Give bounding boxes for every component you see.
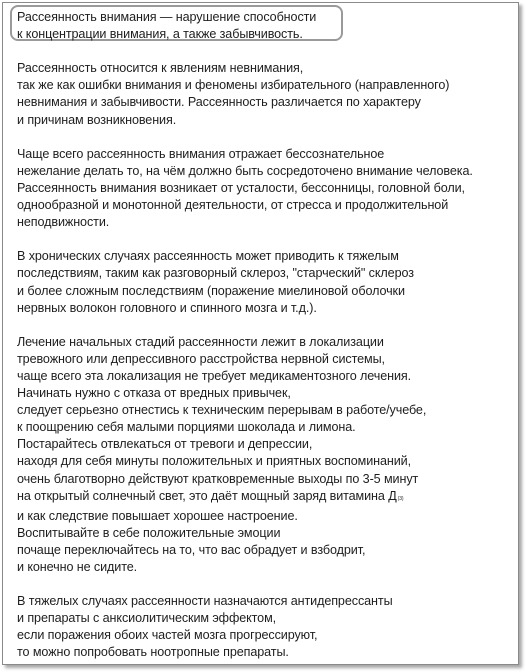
text-line: к поощрению себя малыми порциями шоколада и лимона.	[17, 420, 356, 435]
paragraph-consequences	[17, 248, 517, 316]
text-line: невнимания и забывчивости. Рассеянность различается по характеру	[17, 95, 421, 110]
text-line: Постарайтесь отвлекаться от тревоги и депрессии,	[17, 437, 313, 452]
paragraph-treatment	[17, 334, 517, 576]
text-line: Лечение начальных стадий рассеянности лежит в локализации	[17, 334, 384, 349]
text-line: и причинам возникновения.	[17, 112, 177, 127]
text-line: и препараты с анксиолитическим эффектом,	[17, 611, 277, 626]
text-line: В хронических случаях рассеянность может приводить к тяжелым	[17, 249, 399, 264]
text-line: если поражения обоих частей мозга прогрессируют,	[17, 628, 318, 643]
text-line: нежелание делать то, на чём должно быть сосредоточено внимание человека.	[17, 163, 473, 178]
document-text	[17, 9, 517, 662]
text-line: последствиям, таким как разговорный склероз, "старческий" склероз	[17, 266, 414, 281]
vitamin-subscript: (3)	[397, 495, 404, 502]
heading-line: к концентрации внимания, а также забывчивость.	[17, 27, 303, 42]
heading-line: Рассеянность внимания — нарушение способности	[17, 10, 317, 24]
paragraph-definition	[17, 60, 517, 128]
text-line: В тяжелых случаях рассеянности назначаются антидепрессанты	[17, 594, 393, 609]
text-line: Начинать нужно с отказа от вредных привычек,	[17, 386, 291, 401]
text-line	[17, 488, 517, 508]
definition-heading	[17, 9, 517, 43]
vitamin-line-text: на открытый солнечный свет, это даёт мощный заряд витамина Д	[17, 488, 397, 503]
paragraph-causes	[17, 146, 517, 231]
text-line: тревожного или депрессивного расстройства нервной системы,	[17, 351, 385, 366]
text-line: очень благотворно действуют кратковременные выходы по 3-5 минут	[17, 471, 419, 486]
text-line: однообразной и монотонной деятельности, от стресса и продолжительной	[17, 198, 449, 213]
text-line: Рассеянность внимания возникает от усталости, бессонницы, головной боли,	[17, 180, 465, 195]
text-line: и более сложным последствиям (поражение миелиновой оболочки	[17, 283, 405, 298]
text-line: нервных волокон головного и спинного мозга и т.д.).	[17, 300, 317, 315]
text-line: находя для себя минуты положительных и приятных воспоминаний,	[17, 454, 412, 469]
text-line: и конечно не сидите.	[17, 560, 138, 574]
text-line: Рассеянность относится к явлениям невнимания,	[17, 61, 304, 76]
text-line: следует серьезно отнестись к техническим перерывам в работе/учебе,	[17, 403, 427, 418]
text-line: так же как ошибки внимания и феномены избирательного (направленного)	[17, 78, 450, 93]
text-line: неподвижности.	[17, 215, 110, 230]
text-line: и как следствие повышает хорошее настроение.	[17, 508, 298, 523]
paragraph-severe-cases	[17, 593, 517, 661]
text-line: Воспитывайте в себе положительные эмоции	[17, 525, 281, 540]
text-line: почаще переключайтесь на то, что вас обрадует и взбодрит,	[17, 542, 366, 557]
text-line: Чаще всего рассеянность внимания отражает бессознательное	[17, 146, 385, 161]
text-line: то можно попробовать ноотропные препараты.	[17, 645, 289, 660]
text-line: чаще всего эта локализация не требует медикаментозного лечения.	[17, 368, 412, 383]
